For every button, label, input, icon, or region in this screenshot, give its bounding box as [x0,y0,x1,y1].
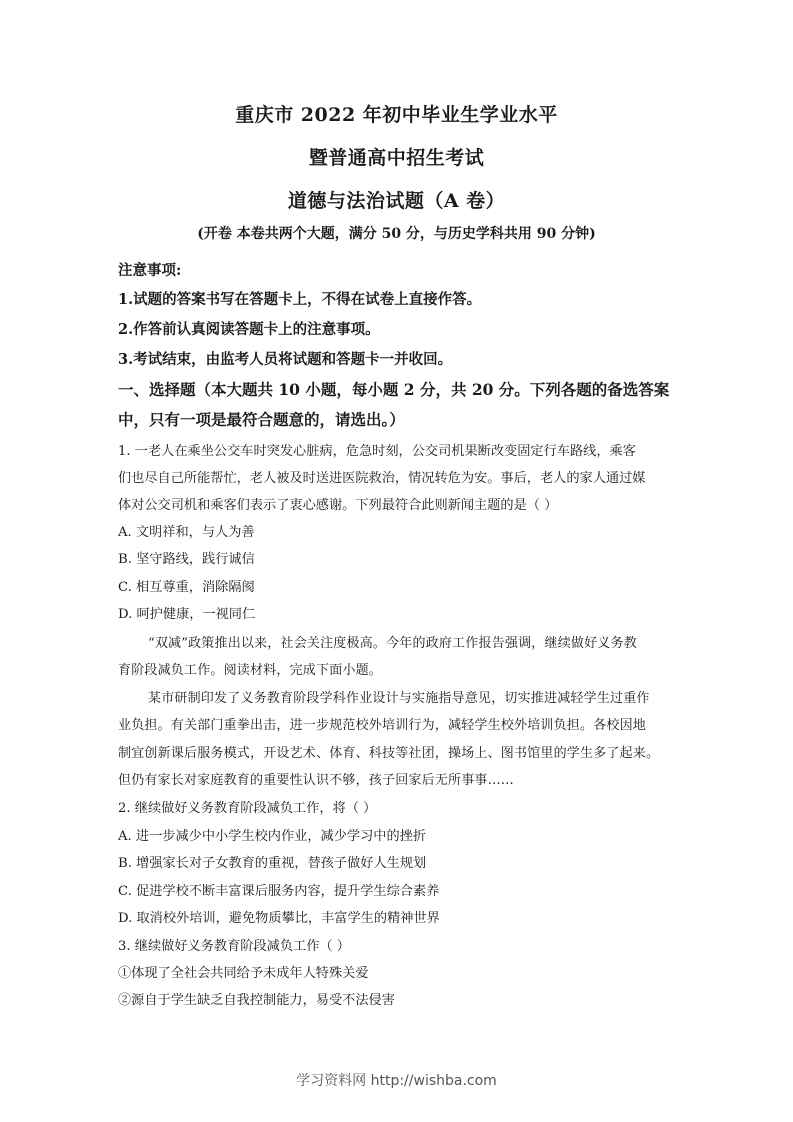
q1-stem-line: 们也尽自己所能帮忙，老人被及时送进医院救治，情况转危为安。事后，老人的家人通过媒 [118,471,646,486]
q2-option-a: A. 进一步减少中小学生校内作业，减少学习中的挫折 [118,829,427,844]
exam-subtitle: (开卷 本卷共两个大题，满分 50 分，与历史学科共用 90 分钟) [197,226,596,242]
q3-stem: 3. 继续做好义务教育阶段减负工作（ ） [118,939,350,954]
q2-stem: 2. 继续做好义务教育阶段减负工作，将（ ） [118,801,377,816]
q1-option-a: A. 文明祥和，与人为善 [118,525,255,540]
material-body-line: 某市研制印发了义务教育阶段学科作业设计与实施指导意见，切实推进减轻学生过重作 [148,691,650,706]
q2-option-d: D. 取消校外培训，避免物质攀比，丰富学生的精神世界 [118,911,440,926]
exam-title-line3: 道德与法治试题（A 卷） [287,190,506,212]
q3-option-2: ②源自于学生缺乏自我控制能力，易受不法侵害 [118,993,395,1008]
notice-item: 3.考试结束，由监考人员将试题和答题卡一并收回。 [118,351,453,368]
q1-option-b: B. 坚守路线，践行诚信 [118,552,255,567]
exam-title-line2: 暨普通高中招生考试 [308,147,485,169]
footer-watermark: 学习资料网 http://wishba.com [296,1073,497,1089]
section-heading-cont: 中，只有一项是最符合题意的，请选出。） [118,410,405,429]
material-body-line: 业负担。有关部门重拳出击，进一步规范校外培训行为，减轻学生校外培训负担。各校因地 [118,718,647,733]
q2-option-b: B. 增强家长对子女教育的重视，替孩子做好人生规划 [118,856,427,871]
q3-option-1: ①体现了全社会共同给予未成年人特殊关爱 [118,966,369,981]
notice-item: 1.试题的答案书写在答题卡上，不得在试卷上直接作答。 [118,291,482,308]
exam-title-line1: 重庆市 2022 年初中毕业生学业水平 [235,104,558,126]
material-intro-line: 育阶段减负工作。阅读材料，完成下面小题。 [118,663,383,678]
q1-option-d: D. 呵护健康，一视同仁 [118,607,256,622]
q1-option-c: C. 相互尊重，消除隔阂 [118,580,255,595]
section-heading: 一、选择题（本大题共 10 小题，每小题 2 分，共 20 分。下列各题的备选答案 [118,380,670,399]
q1-stem-line: 1. 一老人在乘坐公交车时突发心脏病，危急时刻，公交司机果断改变固定行车路线，乘客 [118,444,636,459]
material-body-line: 但仍有家长对家庭教育的重要性认识不够，孩子回家后无所事事…… [118,773,515,788]
q1-stem-line: 体对公交司机和乘客们表示了衷心感谢。下列最符合此则新闻主题的是（ ） [118,498,558,513]
notice-item: 2.作答前认真阅读答题卡上的注意事项。 [118,321,380,338]
notice-heading: 注意事项: [118,262,182,279]
q2-option-c: C. 促进学校不断丰富课后服务内容，提升学生综合素养 [118,884,440,899]
material-intro-line: “双减”政策推出以来，社会关注度极高。今年的政府工作报告强调，继续做好义务教 [148,636,637,651]
material-body-line: 制宜创新课后服务模式，开设艺术、体育、科技等社团，操场上、图书馆里的学生多了起来。 [118,746,660,761]
